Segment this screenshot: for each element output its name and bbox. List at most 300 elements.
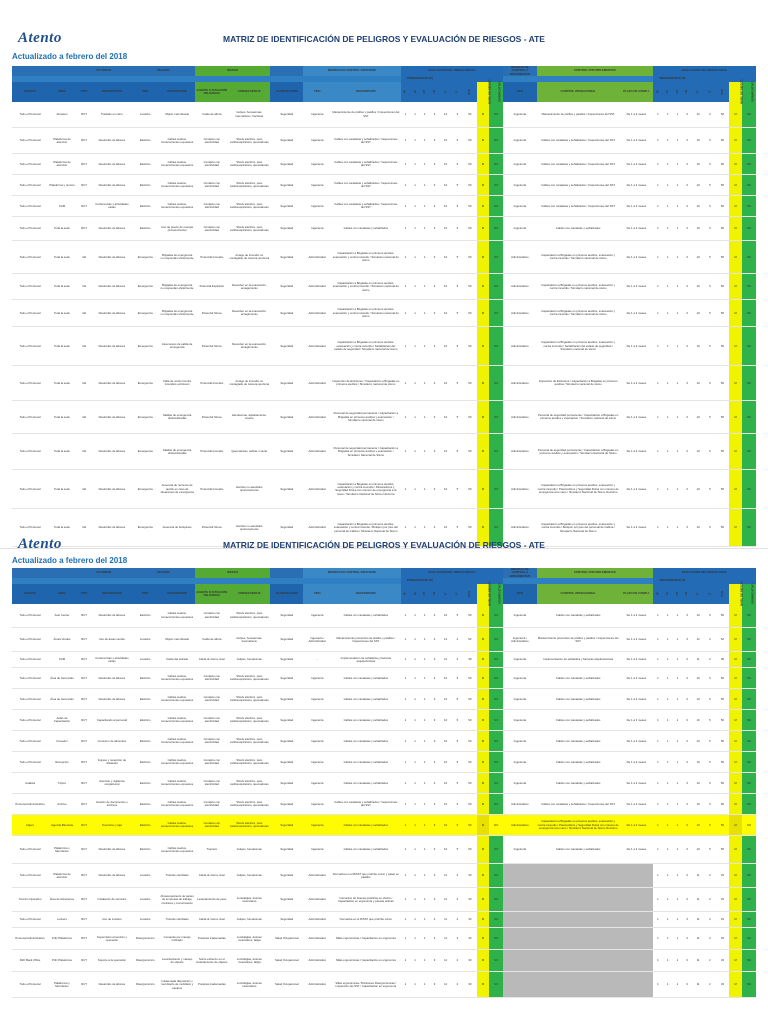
table-cell: NO	[742, 710, 756, 731]
table-cell: 11	[692, 864, 704, 888]
table-cell: 3	[682, 731, 692, 752]
table-cell: Ausencia de botiquines	[159, 509, 195, 547]
table-cell: Eléctrico	[131, 731, 159, 752]
table-cell: Desorden en la evacuación, amagamiento	[228, 300, 270, 327]
table-cell: 1	[673, 102, 683, 128]
column-header	[12, 82, 48, 102]
table-cell: 1	[401, 154, 411, 175]
table-cell: Eléctrico	[131, 815, 159, 836]
table-cell: Cables sueltos, tomacorrientes expuestos	[159, 773, 195, 794]
table-cell: NO	[489, 217, 503, 241]
table-cell: M	[477, 773, 489, 794]
table-cell: Desorden en la evacuación, amagamiento	[228, 327, 270, 366]
table-cell: 2	[452, 652, 463, 668]
table-cell: Cables sueltos, tomacorrientes expuestos	[159, 128, 195, 154]
table-cell: 1	[410, 401, 420, 434]
column-header-label: DESCRIPCIÓN	[167, 89, 187, 94]
column-header	[692, 82, 704, 102]
table-cell: M	[729, 401, 741, 434]
table-cell: 1	[673, 366, 683, 401]
table-cell: 3	[430, 668, 440, 689]
table-cell: Todo el Personal	[12, 836, 48, 864]
table-cell: 50	[715, 217, 729, 241]
table-cell: 1	[653, 972, 663, 998]
table-cell: 1	[401, 836, 411, 864]
table-cell: Eléctrico	[131, 154, 159, 175]
table-cell: M	[477, 300, 489, 327]
table-cell: 3	[430, 274, 440, 300]
table-cell: Todo el Personal	[12, 689, 48, 710]
table-cell: M	[729, 731, 741, 752]
column-header-label: CONTROL OPERACIONAL	[560, 591, 596, 596]
table-cell: De 1 a 3 meses	[620, 470, 653, 509]
table-cell: Personal de seguridad permanente / Capacitación a Brigadas en primeros auxilios y evacuación / Simulacro Nacional de Sismo	[331, 434, 400, 470]
table-cell: 3	[430, 604, 440, 628]
table-cell: 1	[653, 241, 663, 274]
table-cell: 1	[673, 710, 683, 731]
table-cell: 12	[439, 102, 451, 128]
table-cell: Ingeniería	[303, 794, 331, 815]
table-cell	[537, 928, 620, 950]
table-cell: 1	[673, 912, 683, 928]
table-cell: Todo el Personal	[12, 912, 48, 928]
table-cell: Administrativo	[503, 366, 536, 401]
table-cell: Seguridad	[270, 652, 303, 668]
table-cell: Almacenamiento de partes de empresas de trabajo, contratos y comunicación	[159, 888, 195, 912]
table-cell: 3	[682, 327, 692, 366]
table-cell: 1	[410, 241, 420, 274]
table-cell: 3	[430, 401, 440, 434]
table-cell: NO	[489, 864, 503, 888]
table-cell: 1	[663, 794, 673, 815]
table-cell: M	[477, 274, 489, 300]
table-cell: 1	[673, 773, 683, 794]
table-cell: 1	[420, 689, 430, 710]
table-cell: M	[729, 864, 741, 888]
column-header-label: IC	[664, 90, 669, 94]
table-row	[12, 972, 756, 998]
table-cell: Inadecuada disposición y mal diseño de mobiliario y equipos	[159, 972, 195, 998]
header-group-cell: EVALUACIÓN DEL RIESGO INICIAL	[401, 568, 504, 578]
column-header-label: S	[454, 90, 459, 93]
table-cell: Capacitación a Brigadas en primeros auxilios, evacuación y contra incendio / Paramédicos y Seguridad Física con número de emergencia a la mano / Simulacro Nacional de Sismo Nocturno	[331, 470, 400, 509]
column-header	[195, 82, 228, 102]
table-cell: 10	[439, 604, 451, 628]
table-cell: Instalación de servicios	[92, 888, 131, 912]
table-cell: Eléctrico	[131, 604, 159, 628]
table-cell: M	[477, 731, 489, 752]
header-group-cell: RIESGO	[195, 568, 270, 578]
table-cell: 1	[410, 972, 420, 998]
table-cell: 10	[439, 217, 451, 241]
table-cell: 1	[410, 731, 420, 752]
table-row	[12, 102, 756, 128]
table-cell: NO	[489, 731, 503, 752]
table-cell: 11	[439, 652, 451, 668]
table-cell: CE	[76, 509, 93, 547]
table-cell: 1	[673, 217, 683, 241]
table-cell: M	[477, 710, 489, 731]
table-cell: Emergencia	[131, 470, 159, 509]
table-cell: 10	[439, 752, 451, 773]
table-cell: 3	[430, 300, 440, 327]
table-cell: 10	[439, 366, 451, 401]
table-row	[12, 274, 756, 300]
table-cell: Ingeniería	[303, 154, 331, 175]
table-cell: Todo el Personal	[12, 241, 48, 274]
table-cell: Shock eléctrico, paro cardiorespiratorio, quemaduras	[228, 773, 270, 794]
table-cell: 1	[410, 604, 420, 628]
table-cell: RUT	[76, 752, 93, 773]
table-cell: 1	[673, 509, 683, 547]
table-cell: NO	[489, 928, 503, 950]
table-cell: Implementación de señalética y barreras arquitectónicas	[331, 652, 400, 668]
table-cell: 1	[653, 794, 663, 815]
column-header-label: NIVEL DE RIESGO	[487, 581, 492, 607]
column-header-label: CLASIFICACIÓN	[275, 89, 298, 94]
table-cell: 3	[682, 217, 692, 241]
table-cell: Eléctrico	[131, 217, 159, 241]
table-cell: M	[477, 689, 489, 710]
table-cell: Seguridad	[270, 300, 303, 327]
table-cell: 5	[452, 196, 463, 217]
table-cell: 5	[452, 604, 463, 628]
table-row	[12, 401, 756, 434]
table-cell: M	[477, 628, 489, 652]
table-cell: Heridos no atendidos oportunamente	[228, 509, 270, 547]
table-cell: De 1 a 3 meses	[620, 102, 653, 128]
table-cell: M	[729, 154, 741, 175]
table-cell: 3	[430, 794, 440, 815]
table-cell: Todo el Personal	[12, 434, 48, 470]
table-cell: 5	[704, 604, 715, 628]
table-cell: NO	[489, 274, 503, 300]
table-cell: 5	[452, 274, 463, 300]
table-cell: 1	[401, 928, 411, 950]
table-cell: Ingeniería	[303, 752, 331, 773]
header-group-cell: PELIGRO	[131, 568, 195, 578]
table-cell: 10	[692, 509, 704, 547]
table-cell: M	[477, 950, 489, 972]
table-cell: 1	[420, 972, 430, 998]
table-cell: M	[477, 175, 489, 196]
table-cell: NO	[742, 668, 756, 689]
table-cell: 12	[692, 102, 704, 128]
table-cell: Todo el Personal	[12, 366, 48, 401]
header-group-cell: CONTROL POR IMPLEMENTAR	[537, 568, 654, 578]
table-cell: Cables con canaletas y señalizados / Inspecciones del SST	[537, 196, 620, 217]
table-cell: 5	[704, 401, 715, 434]
table-cell: 33	[715, 928, 729, 950]
table-cell: Todo el Personal	[12, 752, 48, 773]
table-cell: 10	[692, 752, 704, 773]
column-header-label: P	[442, 90, 447, 93]
table-cell: Todo el Personal	[12, 509, 48, 547]
table-cell: 33	[463, 912, 477, 928]
table-cell: Todo el Personal	[12, 102, 48, 128]
table-cell: M	[477, 196, 489, 217]
column-header	[477, 79, 492, 105]
table-cell: 1	[420, 668, 430, 689]
table-cell: Desarrollo de labores	[92, 241, 131, 274]
table-cell: Potencial Incendio	[195, 366, 228, 401]
table-cell: 50	[715, 815, 729, 836]
table-cell: 1	[663, 401, 673, 434]
column-header	[715, 82, 729, 102]
table-cell: 5	[704, 752, 715, 773]
table-cell: 1	[420, 604, 430, 628]
table-cell: 1	[663, 327, 673, 366]
table-cell: Ingeniería	[503, 175, 536, 196]
table-cell: Ingeniería	[503, 752, 536, 773]
table-cell: M	[729, 773, 741, 794]
table-cell: 10	[439, 175, 451, 196]
table-cell: 1	[410, 274, 420, 300]
table-cell: Administrativo	[303, 950, 331, 972]
table-cell: 1	[401, 509, 411, 547]
table-cell: 1	[673, 401, 683, 434]
table-cell: M	[729, 434, 741, 470]
column-header	[430, 82, 440, 102]
table-cell: Contacto con electricidad	[195, 196, 228, 217]
column-header-label: P×S	[467, 591, 472, 597]
table-cell: 1	[673, 652, 683, 668]
table-cell: Desarrollo de labores	[92, 509, 131, 547]
table-cell: 3	[430, 241, 440, 274]
table-cell: CE	[76, 434, 93, 470]
table-cell: 1	[401, 196, 411, 217]
column-header-label: ÁREA	[57, 591, 66, 596]
header-group-cell: EVALUACIÓN DEL RIESGO FINAL	[653, 568, 756, 578]
table-cell: 1	[420, 217, 430, 241]
table-cell: 1	[420, 470, 430, 509]
table-cell: Heridos no atendidos oportunamente	[228, 470, 270, 509]
table-cell: 3	[682, 972, 692, 998]
table-cell: Eléctrico	[131, 668, 159, 689]
column-header	[463, 584, 477, 604]
table-cell: Cables sueltos, tomacorrientes expuestos	[159, 689, 195, 710]
table-row	[12, 154, 756, 175]
table-cell: 3	[682, 652, 692, 668]
table-cell: 1	[653, 689, 663, 710]
table-cell: 5	[452, 731, 463, 752]
column-header-label: PLAZO DE CUMPLI.	[623, 89, 650, 94]
table-cell: Desarrollo de labores	[92, 401, 131, 434]
table-cell: 33	[463, 928, 477, 950]
table-cell: Personal Administrativo	[12, 794, 48, 815]
header-sub-cell: PROBABILIDAD (P)	[401, 76, 440, 82]
table-cell: 1	[663, 668, 673, 689]
table-cell	[503, 950, 536, 972]
table-cell: Shock eléctrico, paro cardiorespiratorio, quemaduras	[228, 128, 270, 154]
table-cell: Ingeniería	[303, 773, 331, 794]
table-cell: M	[477, 470, 489, 509]
table-cell: Ingeniería	[303, 815, 331, 836]
table-cell: CE	[76, 241, 93, 274]
table-cell: RUT	[76, 773, 93, 794]
table-cell: 3	[682, 888, 692, 912]
table-cell: De 1 a 3 meses	[620, 815, 653, 836]
table-cell: 1	[673, 196, 683, 217]
table-cell: 33	[715, 912, 729, 928]
header-group-cell	[270, 66, 303, 76]
table-cell: Seguridad	[270, 815, 303, 836]
table-cell: 1	[653, 652, 663, 668]
column-header-label: ÁREA	[57, 89, 66, 94]
table-cell: NO	[742, 888, 756, 912]
table-row	[12, 196, 756, 217]
table-row	[12, 864, 756, 888]
table-cell: 10	[439, 668, 451, 689]
table-cell: 5	[704, 128, 715, 154]
table-cell: Caída al mismo nivel	[195, 864, 228, 888]
table-cell: 3	[682, 668, 692, 689]
table-cell: RUT	[76, 628, 93, 652]
column-header-label: CONSECUENCIA	[237, 89, 261, 94]
table-cell: 1	[653, 434, 663, 470]
table-cell: Almacén	[48, 102, 76, 128]
table-cell: 1	[420, 794, 430, 815]
table-cell: Cables con canaletas y señalizados	[537, 731, 620, 752]
table-cell: 1	[410, 470, 420, 509]
table-cell: 1	[673, 928, 683, 950]
table-cell: 50	[715, 689, 729, 710]
table-cell: M	[729, 836, 741, 864]
table-cell: 1	[410, 175, 420, 196]
table-cell: NO	[742, 794, 756, 815]
table-cell: M	[477, 434, 489, 470]
table-cell: CE	[76, 274, 93, 300]
table-cell: 1	[420, 836, 430, 864]
table-cell: Seguridad	[270, 274, 303, 300]
table-cell	[503, 928, 536, 950]
table-cell: Todo el Personal	[12, 628, 48, 652]
table-cell: 50	[715, 509, 729, 547]
table-cell: Seguridad	[270, 470, 303, 509]
table-cell: 1	[663, 196, 673, 217]
table-cell: 50	[715, 752, 729, 773]
column-header	[48, 584, 76, 604]
column-header	[439, 584, 451, 604]
table-cell: 1	[673, 604, 683, 628]
table-cell: M	[729, 175, 741, 196]
table-cell: Ingeniería	[303, 604, 331, 628]
table-cell: Administrativo	[303, 912, 331, 928]
table-cell: 2	[452, 912, 463, 928]
table-cell: 3	[430, 128, 440, 154]
table-cell: 1	[673, 434, 683, 470]
table-cell: M	[729, 102, 741, 128]
table-cell: M	[729, 300, 741, 327]
table-cell: Ingeniería	[303, 128, 331, 154]
column-header	[92, 82, 131, 102]
table-cell: Ingeniería	[303, 710, 331, 731]
table-cell: 50	[715, 731, 729, 752]
table-cell: 1	[420, 652, 430, 668]
table-cell: M	[477, 815, 489, 836]
table-cell: Todo el Personal	[12, 196, 48, 217]
table-cell: NO	[489, 752, 503, 773]
column-header	[420, 584, 430, 604]
table-cell: 1	[401, 710, 411, 731]
table-cell: 5	[704, 710, 715, 731]
table-cell: 5	[452, 401, 463, 434]
table-cell: SUM	[48, 196, 76, 217]
table-cell: Todo el Personal	[12, 175, 48, 196]
table-cell: NO	[742, 241, 756, 274]
table-cell: 2	[452, 628, 463, 652]
table-row	[12, 668, 756, 689]
table-cell: Shock eléctrico, paro cardiorespiratorio, quemaduras	[228, 217, 270, 241]
table-cell: Lumbalgias, dolores musculares, fatiga	[228, 950, 270, 972]
table-cell: Objeto mal ubicado	[159, 628, 195, 652]
table-cell: 1	[653, 274, 663, 300]
table-cell: 10	[439, 196, 451, 217]
table-cell: 3	[682, 128, 692, 154]
table-cell: Administrativo	[503, 327, 536, 366]
table-cell: 1	[410, 710, 420, 731]
table-cell: 1	[663, 470, 673, 509]
table-cell: M	[729, 366, 741, 401]
table-cell: 3	[682, 912, 692, 928]
atento-logo: Atento	[18, 30, 62, 46]
table-cell: M	[477, 752, 489, 773]
header-sub-cell: PROBABILIDAD (P)	[653, 76, 692, 82]
table-cell: 1	[420, 912, 430, 928]
table-cell: Locativo	[131, 628, 159, 652]
table-cell: De 1 a 3 meses	[620, 366, 653, 401]
table-cell: 1	[663, 864, 673, 888]
table-cell: 52	[715, 102, 729, 128]
table-cell: 1	[420, 731, 430, 752]
table-cell: Analista	[12, 773, 48, 794]
table-cell: M	[729, 794, 741, 815]
column-header	[159, 82, 195, 102]
table-cell: 1	[410, 864, 420, 888]
table-cell: 1	[401, 689, 411, 710]
table-cell: Disergonómico	[131, 972, 159, 998]
table-cell: 50	[463, 470, 477, 509]
table-cell: Contacto con electricidad	[195, 668, 228, 689]
table-cell: 1	[410, 154, 420, 175]
table-cell: 1	[673, 274, 683, 300]
table-cell: Atención y vigilancia ocupacional	[92, 773, 131, 794]
table-row	[12, 652, 756, 668]
table-cell: Eléctrico	[131, 773, 159, 794]
table-cell: De 1 a 3 meses	[620, 794, 653, 815]
table-cell: De 1 a 3 meses	[620, 241, 653, 274]
table-cell: 50	[715, 241, 729, 274]
table-cell: Emergencia	[131, 241, 159, 274]
column-header-label: P	[695, 592, 700, 595]
table-cell: De 1 a 3 meses	[620, 604, 653, 628]
table-cell: Emergencia	[131, 327, 159, 366]
table-cell: 50	[715, 668, 729, 689]
table-cell: NO	[489, 652, 503, 668]
table-cell: PdC Plataforma	[48, 950, 76, 972]
table-cell: 50	[463, 241, 477, 274]
table-cell: 1	[420, 128, 430, 154]
column-header	[620, 82, 653, 102]
table-cell: 1	[420, 509, 430, 547]
table-cell: Emergencia	[131, 509, 159, 547]
table-cell: 1	[401, 217, 411, 241]
table-cell: M	[477, 154, 489, 175]
table-cell: 5	[704, 300, 715, 327]
table-cell: De 1 a 3 meses	[620, 196, 653, 217]
sheet-title: MATRIZ DE IDENTIFICACIÓN DE PELIGROS Y EVALUACIÓN DE RIESGOS - ATE	[223, 540, 545, 550]
table-cell: 50	[463, 668, 477, 689]
